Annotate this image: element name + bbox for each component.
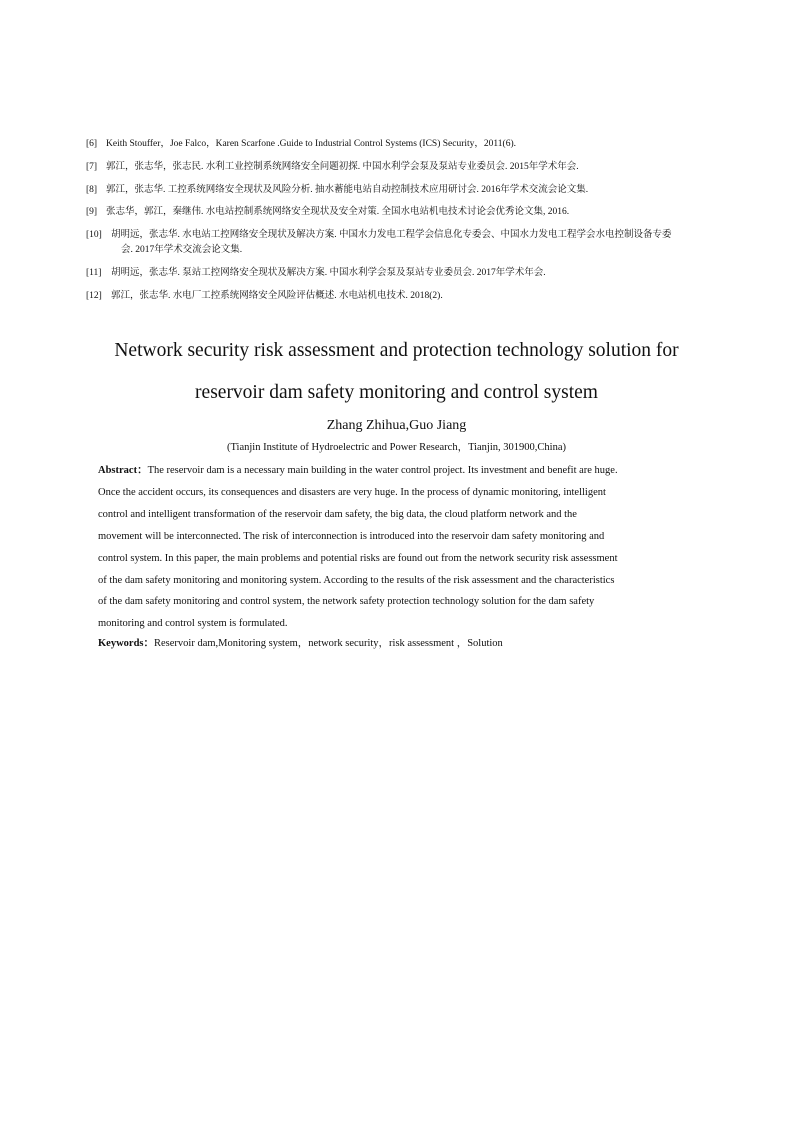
reference-item [86, 137, 726, 152]
abstract-line: movement will be interconnected. The risk of interconnection is introduced into the reservoir dam safety monitoring and [98, 530, 605, 542]
abstract-line: monitoring and control system is formulated. [98, 618, 288, 630]
abstract-line: control system. In this paper, the main problems and potential risks are found out from the network security risk assessment [98, 552, 618, 564]
reference-text: 郭江，张志华. 水电厂工控系统网络安全风险评估概述. 水电站机电技术. 2018(2). [111, 290, 443, 301]
abstract-line: Once the accident occurs, its consequences and disasters are very huge. In the process of dynamic monitoring, intelligent [98, 486, 606, 498]
abstract-line [98, 460, 702, 482]
paper-title-line-1: Network security risk assessment and protection technology solution for [114, 340, 679, 361]
reference-text: 胡明远，张志华. 水电站工控网络安全现状及解决方案. 中国水力发电工程学会信息化专委会、中国水力发电工程学会水电控制设备专委 [111, 230, 672, 241]
reference-item [86, 289, 726, 304]
reference-number: [6] [86, 139, 98, 149]
reference-text-continuation: 会. 2017年学术交流会论文集. [121, 245, 243, 256]
reference-text: 张志华，郭江，秦继伟. 水电站控制系统网络安全现状及安全对策. 全国水电站机电技术讨论会优秀论文集, 2016. [106, 207, 570, 218]
reference-number: [7] [86, 161, 98, 172]
reference-number: [12] [86, 290, 102, 301]
abstract-label: Abstract： [98, 465, 148, 476]
abstract-text: The reservoir dam is a necessary main building in the water control project. Its investment and benefit are huge. [147, 465, 618, 476]
abstract-line: of the dam safety monitoring and monitoring system. According to the results of the risk assessment and the characteristics [98, 574, 615, 586]
abstract-line: of the dam safety monitoring and control system, the network safety protection technology solution for the dam safety [98, 596, 595, 608]
reference-number: [8] [86, 184, 98, 195]
reference-item [86, 160, 726, 175]
abstract [98, 460, 702, 635]
reference-list [86, 137, 726, 312]
reference-text: 郭江，张志华，张志民. 水利工业控制系统网络安全问题初探. 中国水利学会泵及泵站专业委员会. 2015年学术年会. [106, 161, 579, 172]
reference-item [86, 183, 726, 198]
reference-number: [10] [86, 230, 102, 241]
keywords-label: Keywords： [98, 638, 154, 649]
reference-item [86, 266, 726, 281]
reference-item [86, 205, 726, 220]
authors: Zhang Zhihua,Guo Jiang [326, 418, 467, 433]
keywords [98, 634, 702, 654]
abstract-line: control and intelligent transformation of the reservoir dam safety, the big data, the cloud platform network and the [98, 508, 577, 520]
reference-text: Keith Stouffer，Joe Falco，Karen Scarfone .Guide to Industrial Control Systems (ICS) Security，2011(6). [106, 139, 517, 149]
paper-title-line-2: reservoir dam safety monitoring and control system [195, 382, 598, 403]
reference-number: [9] [86, 207, 98, 218]
reference-text: 胡明远，张志华. 泵站工控网络安全现状及解决方案. 中国水利学会泵及泵站专业委员会. 2017年学术年会. [111, 267, 546, 278]
reference-item [86, 228, 726, 258]
keywords-text: Reservoir dam,Monitoring system，network security，risk assessment ，Solution [154, 638, 503, 649]
affiliation: (Tianjin Institute of Hydroelectric and Power Research，Tianjin, 301900,China) [227, 442, 566, 453]
reference-number: [11] [86, 267, 102, 278]
reference-text: 郭江，张志华. 工控系统网络安全现状及风险分析. 抽水蓄能电站自动控制技术应用研讨会. 2016年学术交流会论文集. [106, 184, 589, 195]
